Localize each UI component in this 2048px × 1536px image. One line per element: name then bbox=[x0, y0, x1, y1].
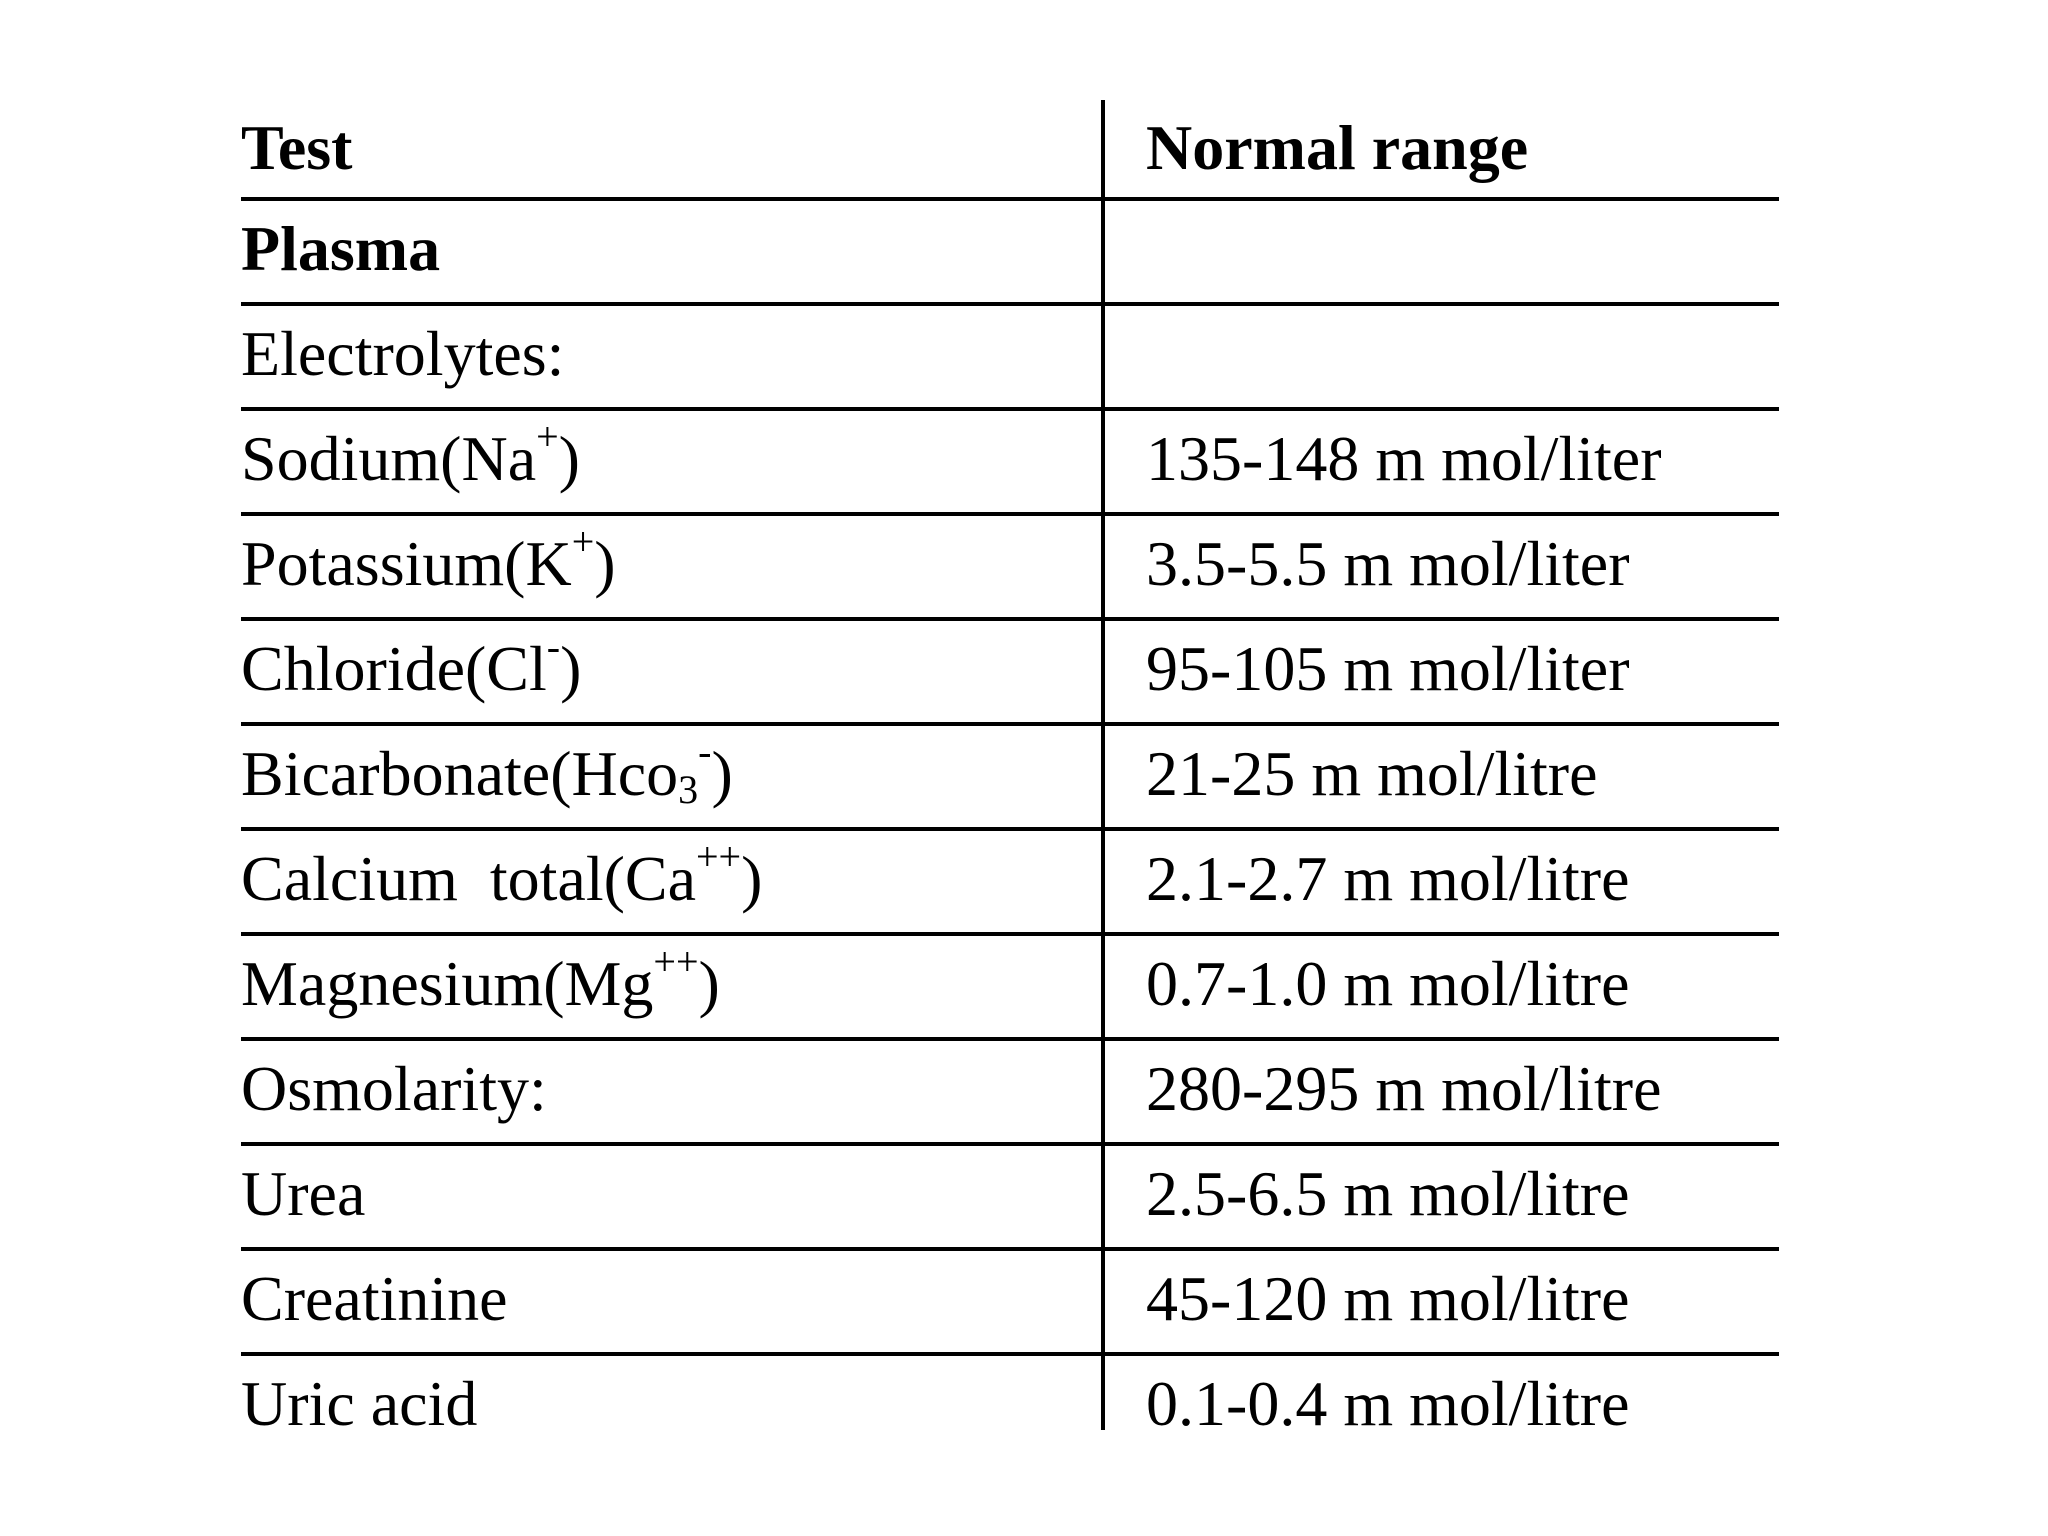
table-row-creatinine bbox=[241, 1251, 1779, 1356]
header-test: Test bbox=[241, 112, 353, 183]
row-range-value: 3.5-5.5 m mol/liter bbox=[1146, 528, 1630, 599]
test-name: Magnesium(Mg bbox=[241, 948, 654, 1019]
row-test-label bbox=[241, 728, 733, 814]
test-close: ) bbox=[558, 423, 580, 494]
row-test-label: Plasma bbox=[241, 213, 441, 284]
table-row-potassium bbox=[241, 516, 1779, 621]
table-row-uric-acid bbox=[241, 1356, 1779, 1466]
row-range-value: 0.1-0.4 m mol/litre bbox=[1146, 1368, 1630, 1439]
ion-charge: - bbox=[546, 623, 561, 669]
row-test-label bbox=[241, 833, 763, 919]
ion-charge: ++ bbox=[653, 938, 699, 984]
table-row-chloride bbox=[241, 621, 1779, 726]
table-row-sodium bbox=[241, 411, 1779, 516]
row-test-label bbox=[241, 518, 616, 604]
ion-charge: + bbox=[536, 413, 559, 459]
row-test-label: Urea bbox=[241, 1158, 366, 1229]
row-test-label bbox=[241, 938, 720, 1024]
test-close: ) bbox=[560, 633, 582, 704]
test-name: Potassium(K bbox=[241, 528, 572, 599]
row-range-value: 0.7-1.0 m mol/litre bbox=[1146, 948, 1630, 1019]
row-range-value: 95-105 m mol/liter bbox=[1146, 633, 1630, 704]
reference-range-table bbox=[241, 100, 1779, 1466]
test-close: ) bbox=[741, 843, 763, 914]
test-name: Sodium(Na bbox=[241, 423, 537, 494]
test-name: Bicarbonate(Hco bbox=[241, 738, 679, 809]
table-row-plasma bbox=[241, 201, 1779, 306]
ion-subscript: 3 bbox=[678, 767, 699, 812]
test-close: ) bbox=[711, 738, 733, 809]
row-range-value: 21-25 m mol/litre bbox=[1146, 738, 1598, 809]
test-close: ) bbox=[594, 528, 616, 599]
row-range-value: 2.5-6.5 m mol/litre bbox=[1146, 1158, 1630, 1229]
table-row-bicarbonate bbox=[241, 726, 1779, 831]
ion-charge: - bbox=[698, 728, 712, 774]
row-range-value: 45-120 m mol/litre bbox=[1146, 1263, 1630, 1334]
table-row-electrolytes bbox=[241, 306, 1779, 411]
row-test-label: Creatinine bbox=[241, 1263, 508, 1334]
row-test-label bbox=[241, 413, 580, 499]
row-test-label: Osmolarity: bbox=[241, 1053, 547, 1124]
header-normal-range: Normal range bbox=[1146, 112, 1529, 183]
row-test-label: Electrolytes: bbox=[241, 318, 565, 389]
row-range-value: 2.1-2.7 m mol/litre bbox=[1146, 843, 1630, 914]
test-close: ) bbox=[698, 948, 720, 1019]
table-row-calcium bbox=[241, 831, 1779, 936]
ion-charge: + bbox=[571, 518, 595, 564]
row-test-label: Uric acid bbox=[241, 1368, 478, 1439]
test-name: Calcium total(Ca bbox=[241, 843, 696, 914]
row-test-label bbox=[241, 623, 582, 709]
row-range-value: 280-295 m mol/litre bbox=[1146, 1053, 1662, 1124]
table-header-row bbox=[241, 100, 1779, 201]
table-row-urea bbox=[241, 1146, 1779, 1251]
table-row-magnesium bbox=[241, 936, 1779, 1041]
test-name: Chloride(Cl bbox=[241, 633, 547, 704]
ion-charge: ++ bbox=[696, 833, 742, 879]
table-row-osmolarity bbox=[241, 1041, 1779, 1146]
row-range-value: 135-148 m mol/liter bbox=[1146, 423, 1662, 494]
